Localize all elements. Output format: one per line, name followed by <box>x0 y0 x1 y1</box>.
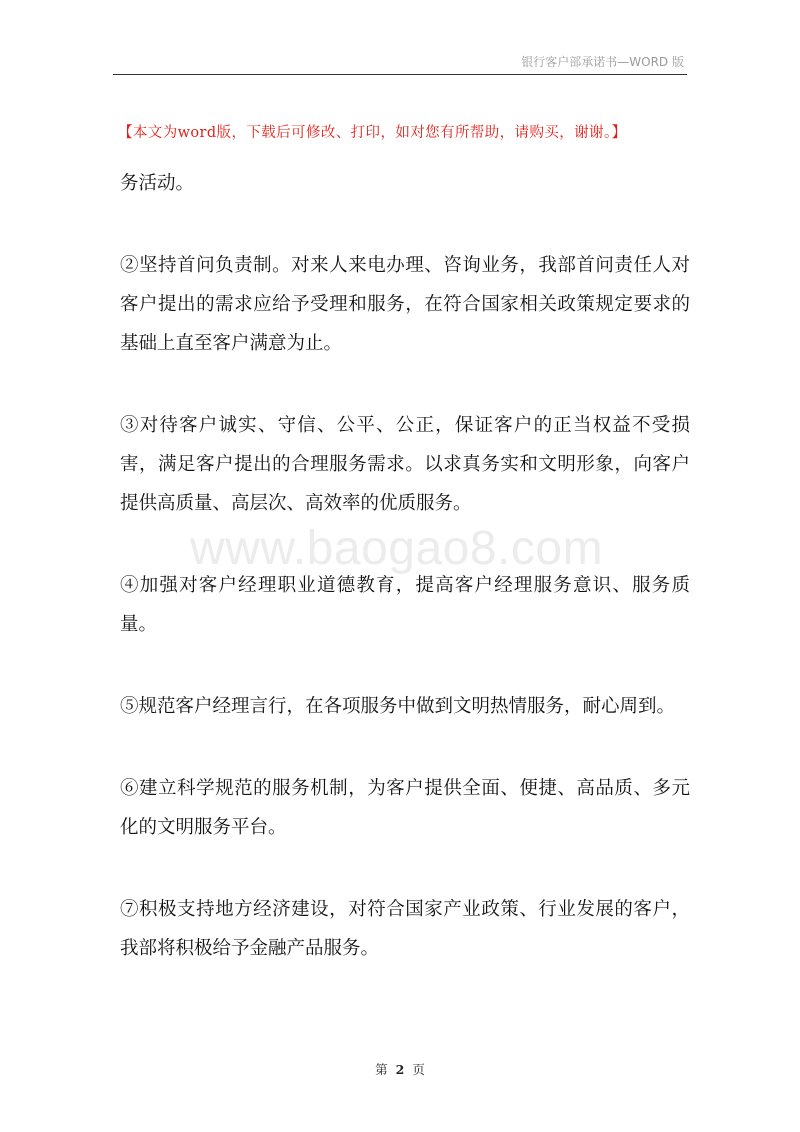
page-footer <box>0 1060 800 1078</box>
paragraph-continuation: 务活动。 <box>120 173 195 194</box>
document-body <box>120 164 690 968</box>
footer-suffix: 页 <box>412 1062 425 1077</box>
paragraph-item-2: ②坚持首问负责制。对来人来电办理、咨询业务，我部首问责任人对客户提出的需求应给予受理和服务，在符合国家相关政策规定要求的基础上直至客户满意为止。 <box>120 255 690 354</box>
purchase-notice: 【本文为word版，下载后可修改、打印，如对您有所帮助，请购买，谢谢。】 <box>118 125 627 141</box>
paragraph-item-5: ⑤规范客户经理言行，在各项服务中做到文明热情服务，耐心周到。 <box>120 696 676 717</box>
header-rule <box>113 74 687 75</box>
paragraph-item-7: ⑦积极支持地方经济建设，对符合国家产业政策、行业发展的客户，我部将积极给予金融产品服务。 <box>120 899 690 959</box>
header-title: 银行客户部承诺书—WORD 版 <box>521 55 684 69</box>
watermark: www.baogao8.com <box>190 522 604 575</box>
paragraph-item-3: ③对待客户诚实、守信、公平、公正，保证客户的正当权益不受损害，满足客户提出的合理服务需求。以求真务实和文明形象，向客户提供高质量、高层次、高效率的优质服务。 <box>120 415 690 514</box>
footer-prefix: 第 <box>375 1062 388 1077</box>
paragraph-item-4: ④加强对客户经理职业道德教育，提高客户经理服务意识、服务质量。 <box>120 575 690 635</box>
paragraph-item-6: ⑥建立科学规范的服务机制，为客户提供全面、便捷、高品质、多元化的文明服务平台。 <box>120 778 690 838</box>
page-number: 2 <box>395 1062 405 1077</box>
